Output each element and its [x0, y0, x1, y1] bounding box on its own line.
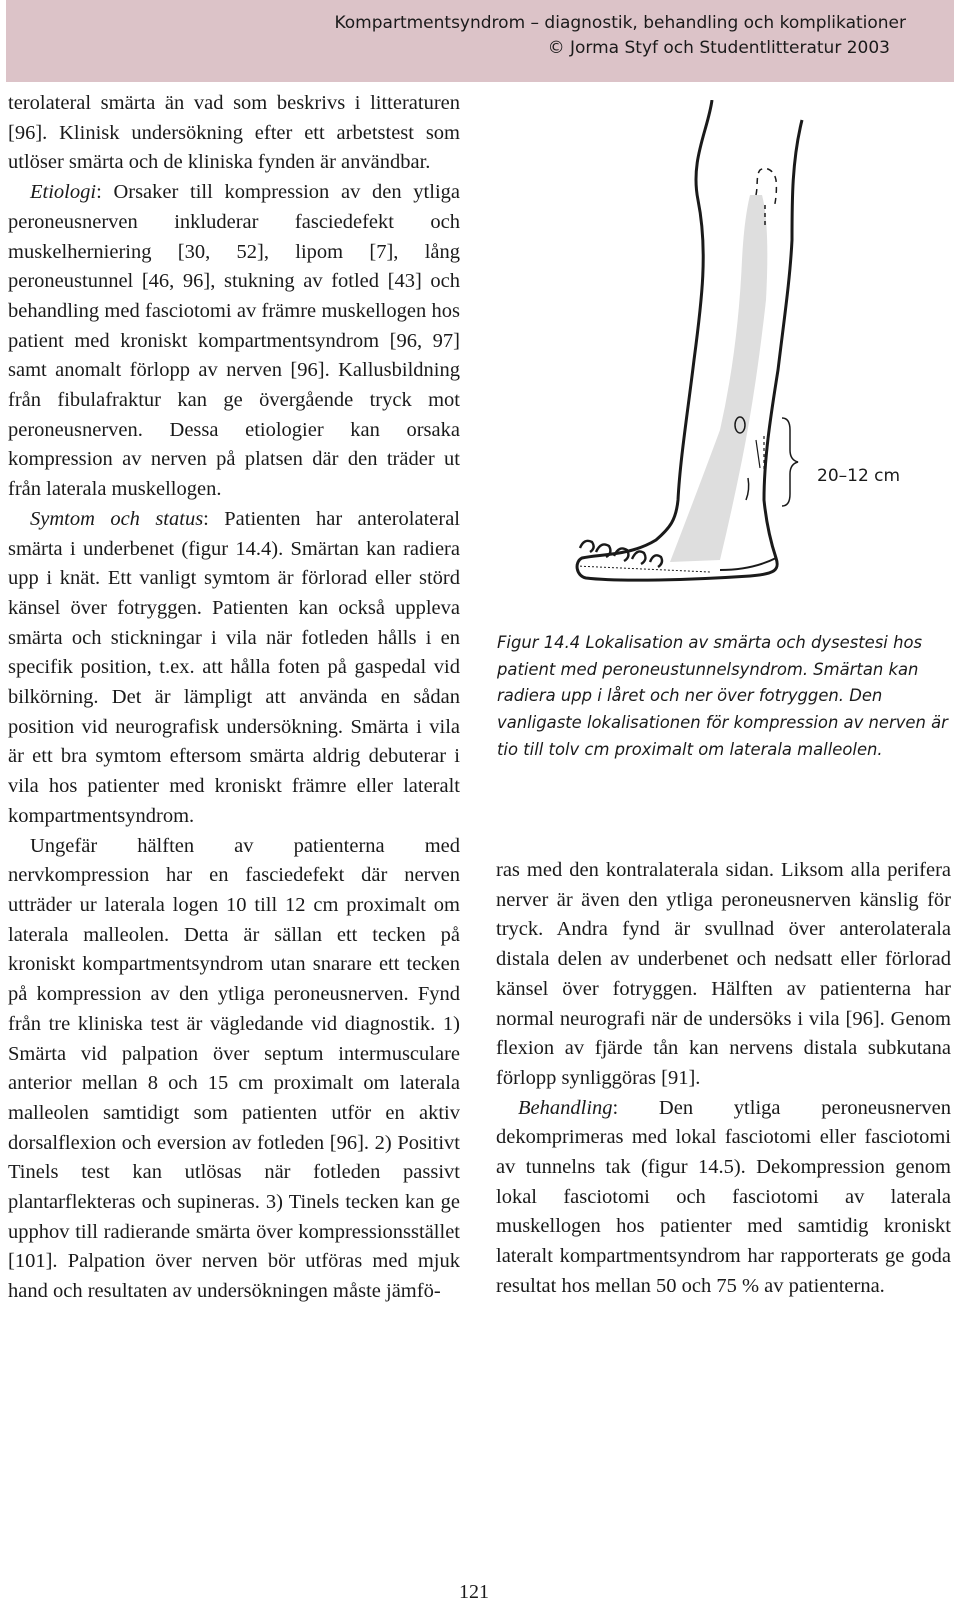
copyright-line: © Jorma Styf och Studentlitteratur 2003	[547, 38, 890, 58]
paragraph-symtom	[8, 505, 460, 832]
paragraph-heading: Symtom och status	[30, 507, 204, 530]
caption-text: Lokalisation av smärta och dysestesi hos patient med peroneustunnelsyndrom. Smärtan kan radiera upp i låret och ner över fotryggen. Den vanligaste lokalisationen för kompression av nerven är tio till tolv cm proximalt om laterala malleolen.	[497, 633, 948, 759]
running-header	[6, 0, 954, 82]
paragraph-heading: Behandling	[518, 1096, 613, 1119]
page-number: 121	[459, 1581, 489, 1603]
paragraph: Ungefär hälften av patienterna med nervkompression har en fasciedefekt där nerven utträder ur laterala logen 10 till 12 cm proximalt om laterala malleolen. Detta är sällan ett tecken på kroniskt kompartmentsyndrom utan snarare ett tecken på kompression av den ytliga peroneusnerven. Fynd från tre kliniska test är vägledande vid diagnostik. 1) Smärta vid palpation över septum intermusculare anterior mellan 8 och 15 cm proximalt om laterala malleolen samtidigt som patienten utför en aktiv dorsalflexion och eversion av fotleden [96]. 2) Positivt Tinels test kan utlösas när fotleden passivt plantarflekteras och supineras. 3) Tinels tecken kan ge upphov till radierande smärta över kompressionsstället [101]. Palpation över nerven bör utföras med mjuk hand och resultaten av undersökningen måste jämfö-	[8, 834, 460, 1303]
paragraph-body: : Patienten har anterolateral smärta i underbenet (figur 14.4). Smärtan kan radiera upp i knät. Ett vanligt symtom är förlorad eller störd känsel över fotryggen. Patienten kan också uppleva smärta och stickningar i vila när fotleden hålls i en specifik position, t.ex. att hålla foten på gaspedal vid bilkörning. Det är lämpligt att använda en sådan position vid neurografisk undersökning. Smärta i vila är ett bra symtom eftersom smärta aldrig debuterar i vila hos patienter med kroniskt främre eller lateralt kompartmentsyndrom.	[8, 507, 460, 827]
paragraph: terolateral smärta än vad som beskrivs i litteraturen [96]. Klinisk undersökning efter ett arbetstest som utlöser smärta och de kliniska fynden är användbar.	[8, 92, 460, 174]
leg-drawing	[570, 100, 950, 600]
paragraph-body: : Orsaker till kompression av den ytliga peroneusnerven inkluderar fasciedefekt och muskelherniering [30, 52], lipom [7], lång peroneustunnel [46, 96], stukning av fotled [43] och behandling med fasciotomi av främre muskellogen hos patient med kroniskt kompartmentsyndrom [96, 97] samt anomalt förlopp av nerven [96]. Kallusbildning från fibulafraktur kan ge övergående tryck mot peroneusnerven. Dessa etiologier kan orsaka kompression av nerven på platsen där den träder ut från laterala muskellogen.	[8, 181, 460, 501]
paragraph-etiologi	[8, 178, 460, 505]
paragraph: ras med den kontralaterala sidan. Liksom alla perifera nerver är även den ytliga peroneusnerven känslig för tryck. Andra fynd är svullnad över anterolaterala distala delen av underbenet och nedsatt eller förlorad känsel över fotryggen. Hälften av patienterna har normal neurografi när de undersöks i vila [96]. Genom flexion av fjärde tån kan nervens distala subkutana förlopp synliggöras [91].	[496, 859, 951, 1089]
paragraph-heading: Etiologi	[30, 181, 97, 204]
paragraph-behandling	[496, 1094, 951, 1302]
figure-caption	[497, 630, 952, 764]
right-column	[496, 856, 951, 1302]
paragraph-body: : Den ytliga peroneusnerven dekomprimeras med lokal fasciotomi eller fasciotomi av tunnelns tak (figur 14.5). Dekompression genom lokal fasciotomi och fasciotomi av laterala muskellogen hos patienter med samtidig kroniskt lateralt kompartmentsyndrom har rapporterats ge goda resultat hos mellan 50 och 75 % av patienterna.	[496, 1096, 951, 1297]
book-title: Kompartmentsyndrom – diagnostik, behandling och komplikationer	[334, 13, 906, 33]
distance-range-label: 20–12 cm	[817, 466, 901, 486]
left-column	[8, 89, 460, 1307]
figure-leg-illustration	[570, 100, 950, 610]
caption-label: Figur 14.4	[497, 633, 581, 652]
